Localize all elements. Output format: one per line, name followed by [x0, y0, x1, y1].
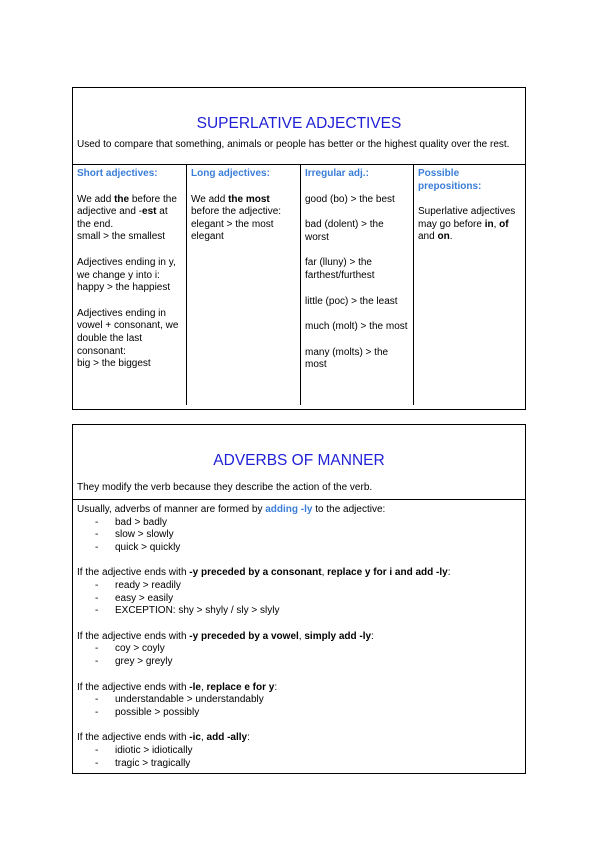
superlative-intro: Used to compare that something, animals or people has better or the highest quality over the rest. — [73, 136, 525, 165]
list-item: - quick > quickly — [77, 542, 521, 555]
short-example-1: small > the smallest — [77, 231, 166, 243]
superlative-section — [72, 87, 526, 410]
irregular-item: bad (dolent) > the worst — [305, 219, 384, 243]
adverb-rule-5: If the adjective ends with -ic, add -ally: - idiotic > idiotically - tragic > tragically — [77, 732, 521, 770]
list-item: - bad > badly — [77, 517, 521, 530]
short-example-2: happy > the happiest — [77, 282, 171, 294]
irregular-heading: Irregular adj.: — [305, 168, 369, 179]
long-adjectives-heading: Long adjectives: — [191, 168, 270, 179]
short-rule-3: Adjectives ending in vowel + consonant, we double the last consonant: — [77, 307, 179, 357]
short-rule-1: We add the before the adjective and -est at the end. — [77, 193, 177, 230]
list-item: - ready > readily — [77, 580, 521, 593]
irregular-item: far (lluny) > the farthest/furthest — [305, 257, 375, 281]
short-adjectives-column — [73, 165, 186, 405]
irregular-item: much (molt) > the most — [305, 321, 408, 333]
adverb-rules — [73, 500, 525, 770]
irregular-item: good (bo) > the best — [305, 193, 395, 205]
prepositions-heading: Possible prepositions: — [418, 168, 482, 192]
list-item: - easy > easily — [77, 593, 521, 606]
adverb-rule-3: If the adjective ends with -y preceded by a vowel, simply add -ly: - coy > coyly - grey > greyly — [77, 631, 521, 669]
irregular-adjectives-column — [300, 165, 413, 405]
adverbs-section — [72, 424, 526, 774]
adverb-rule-4: If the adjective ends with -le, replace e for y: - understandable > understandably - possible > possibly — [77, 682, 521, 720]
superlative-title: SUPERLATIVE ADJECTIVES — [196, 115, 402, 132]
long-adjectives-column — [186, 165, 300, 405]
adverb-rule-2: If the adjective ends with -y preceded by a consonant, replace y for i and add -ly: - ready > readily - easy > easily - EXCEPTION: shy > shyly / sly > slyly — [77, 567, 521, 617]
short-rule-2: Adjectives ending in y, we change y into i: — [77, 256, 176, 281]
list-item: - idiotic > idiotically — [77, 745, 521, 758]
superlative-columns — [73, 165, 525, 405]
list-item: - understandable > understandably — [77, 694, 521, 707]
adverbs-title: ADVERBS OF MANNER — [213, 452, 385, 469]
prepositions-text: Superlative adjectives may go before in, of and on. — [418, 206, 516, 243]
irregular-item: little (poc) > the least — [305, 295, 398, 307]
adverbs-intro: They modify the verb because they describe the action of the verb. — [73, 476, 525, 500]
adverb-rule-1: Usually, adverbs of manner are formed by adding -ly to the adjective: - bad > badly - slow > slowly - quick > quickly — [77, 504, 521, 554]
list-item: - possible > possibly — [77, 707, 521, 720]
short-adjectives-heading: Short adjectives: — [77, 168, 158, 179]
list-item: - EXCEPTION: shy > shyly / sly > slyly — [77, 605, 521, 618]
list-item: - tragic > tragically — [77, 758, 521, 771]
list-item: - coy > coyly — [77, 643, 521, 656]
long-rule: We add the most before the adjective: elegant > the most elegant — [191, 193, 282, 243]
prepositions-column — [413, 165, 525, 405]
list-item: - grey > greyly — [77, 656, 521, 669]
list-item: - slow > slowly — [77, 529, 521, 542]
irregular-item: many (molts) > the most — [305, 346, 389, 371]
short-example-3: big > the biggest — [77, 358, 151, 370]
